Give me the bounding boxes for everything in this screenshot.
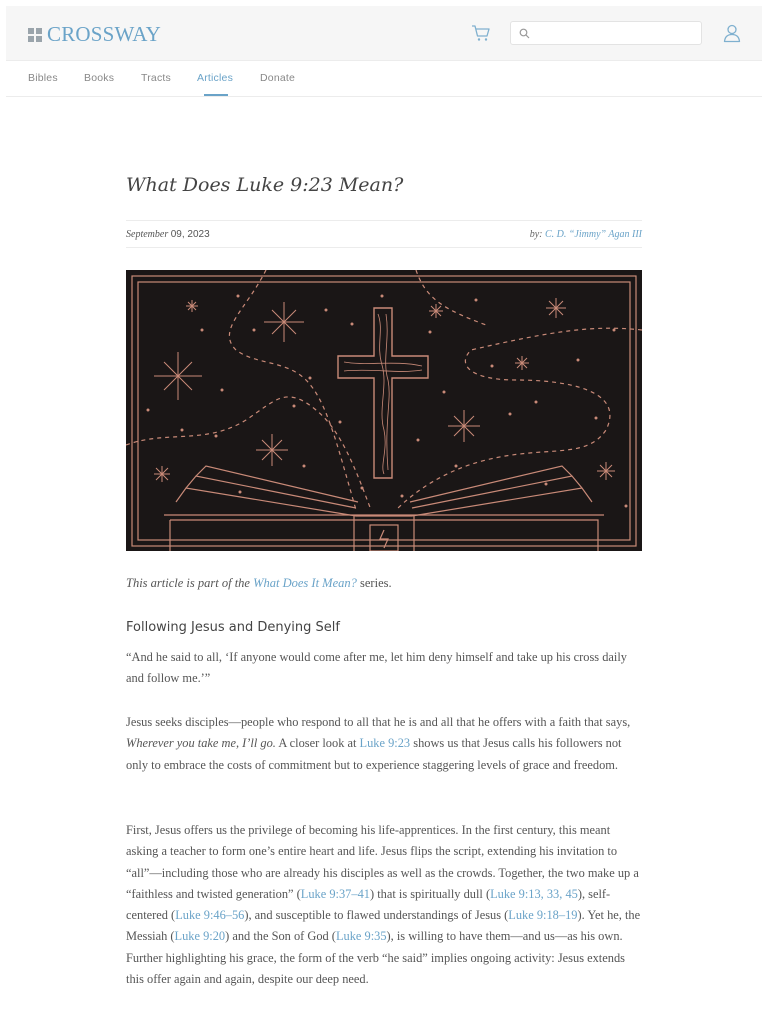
p2-text-c: shows us that Jesus calls his followers not only to embrace the costs of commitment but to experience staggering levels of grace and freedom.	[126, 736, 622, 772]
cross-book-illustration	[126, 270, 642, 551]
p3-text-c: ), self-centered (	[126, 886, 611, 923]
paragraph-3	[126, 820, 642, 990]
hero-illustration	[126, 270, 642, 551]
nav-books[interactable]: Books	[84, 72, 115, 84]
brand-name: CROSSWAY	[47, 22, 162, 46]
nav-active-indicator	[204, 94, 228, 96]
p2-text-b: A closer look at	[278, 736, 357, 751]
publish-date	[126, 229, 210, 240]
date-day-year: 09, 2023	[170, 229, 210, 240]
scripture-link[interactable]: Luke 9:35	[335, 929, 387, 944]
main-nav	[6, 61, 762, 97]
series-note	[126, 576, 392, 591]
article-meta	[126, 220, 642, 248]
date-month: September	[126, 229, 169, 240]
scripture-link[interactable]: Luke 9:20	[174, 929, 226, 944]
search-input[interactable]	[537, 25, 697, 42]
p2-emphasis: Wherever you take me, I’ll go.	[126, 736, 276, 751]
nav-tracts[interactable]: Tracts	[141, 72, 171, 84]
paragraph-2	[126, 712, 642, 776]
p3-text-d: ), and susceptible to flawed understandings of Jesus (	[244, 908, 509, 923]
paragraph-quote: “And he said to all, ‘If anyone would come after me, let him deny himself and take up his cross daily and follow me.’”	[126, 650, 627, 686]
author-byline	[530, 229, 642, 240]
series-suffix: series.	[360, 576, 392, 590]
crossway-logo[interactable]	[28, 22, 161, 47]
nav-articles[interactable]: Articles	[197, 72, 234, 84]
logo-grid-icon	[28, 28, 42, 42]
author-prefix: by:	[529, 229, 543, 240]
nav-donate[interactable]: Donate	[260, 72, 296, 84]
article-title: What Does Luke 9:23 Mean?	[126, 174, 404, 196]
cart-icon[interactable]	[471, 24, 491, 42]
p3-text-e: ). Yet he, the Messiah (	[126, 908, 641, 944]
scripture-link[interactable]: Luke 9:23	[359, 736, 411, 751]
author-link[interactable]: C. D. “Jimmy” Agan III	[544, 229, 642, 240]
scripture-link[interactable]: Luke 9:13, 33, 45	[490, 886, 578, 901]
p3-text-g: ), is willing to have them—and us—as his own. Further highlighting his grace, the form of the verb “he said” implies ongoing activity: Jesus extends this offer again and again, despite our deep need.	[126, 929, 625, 987]
p2-text-a: Jesus seeks disciples—people who respond to all that he is and all that he offers with a faith that says,	[126, 715, 631, 729]
nav-bibles[interactable]: Bibles	[28, 72, 58, 84]
search-icon	[519, 28, 530, 39]
scripture-link[interactable]: Luke 9:18–19	[508, 908, 578, 923]
search-box[interactable]	[510, 21, 702, 45]
scripture-link[interactable]: Luke 9:46–56	[175, 908, 245, 923]
series-prefix: This article is part of the	[126, 576, 250, 590]
p3-text-f: ) and the Son of God (	[225, 929, 336, 944]
p3-text-a: First, Jesus offers us the privilege of becoming his life-apprentices. In the first century, this meant asking a teacher to form one’s entire heart and life. Jesus flips the script, extending his invitation to “all”—including those who are already his disciples as well as the crowds. Together, the two make up a “faithless and twisted generation” (	[126, 823, 639, 901]
section-heading: Following Jesus and Denying Self	[126, 620, 340, 635]
scripture-link[interactable]: Luke 9:37–41	[300, 886, 370, 901]
user-account-icon[interactable]	[722, 23, 742, 43]
series-link[interactable]: What Does It Mean?	[253, 576, 357, 590]
p3-text-b: ) that is spiritually dull (	[369, 886, 491, 901]
site-header	[6, 6, 762, 61]
